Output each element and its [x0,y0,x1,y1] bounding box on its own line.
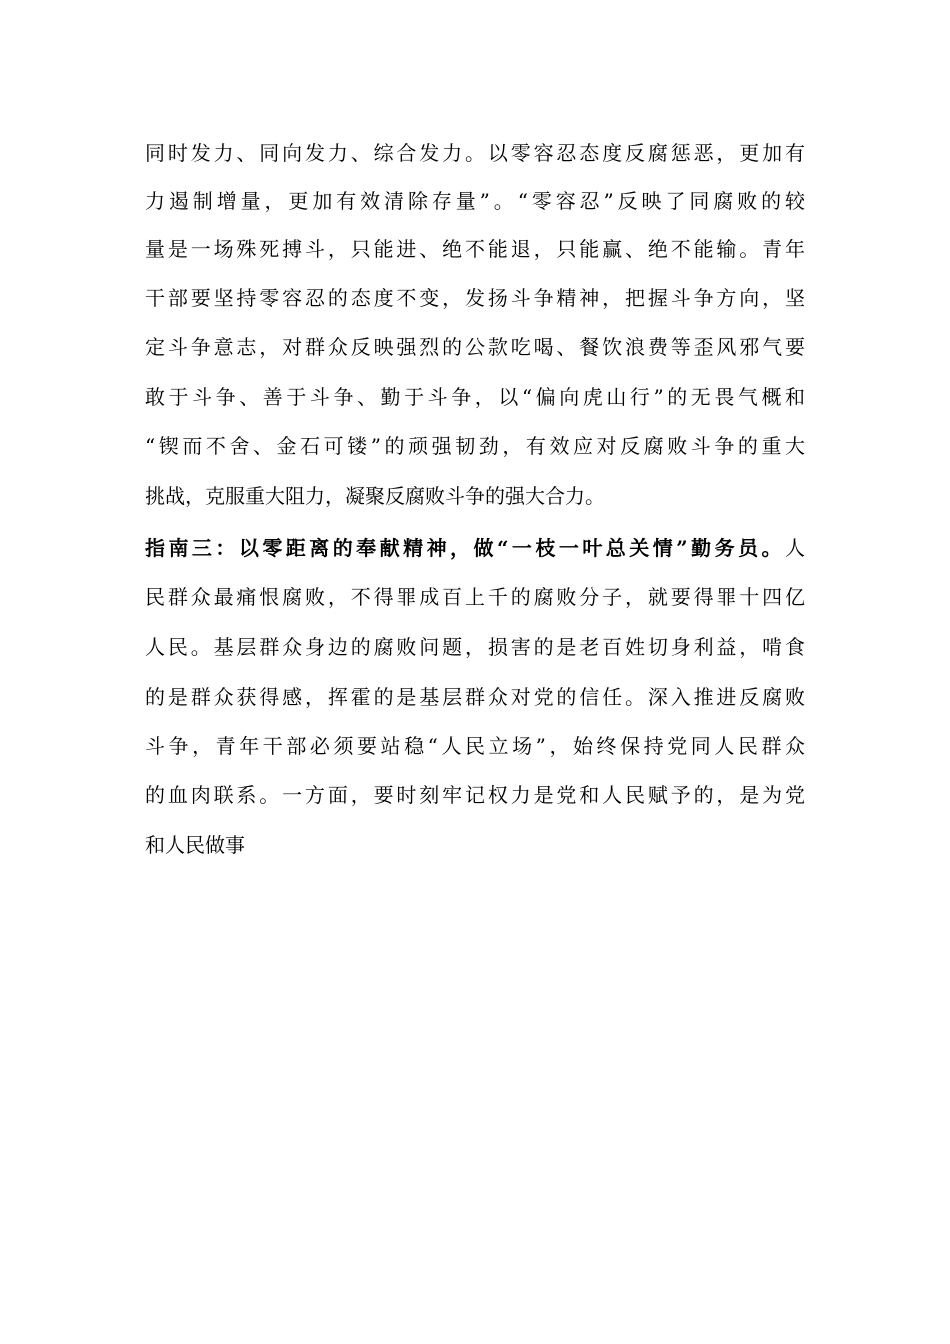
heading-line-rest: 人 [785,536,805,560]
text-line: 同时发力、同向发力、综合发力。以零容忍态度反腐惩恶，更加有 [145,141,805,165]
text-line: 斗争，青年干部必须要站稳“人民立场”，始终保持党同人民群众 [145,734,805,758]
text-line: 的是群众获得感，挥霍的是基层群众对党的信任。深入推进反腐败 [145,685,805,709]
text-line: 敢于斗争、善于斗争、勤于斗争，以“偏向虎山行”的无畏气概和 [145,385,805,409]
text-line: 挑战，克服重大阻力，凝聚反腐败斗争的强大合力。 [145,484,605,508]
text-line: 和人民做事 [145,833,245,857]
text-line: 力遏制增量，更加有效清除存量”。“零容忍”反映了同腐败的较 [145,189,805,213]
text-line: 定斗争意志，对群众反映强烈的公款吃喝、餐饮浪费等歪风邪气要 [145,335,805,359]
text-line: 民群众最痛恨腐败，不得罪成百上千的腐败分子，就要得罪十四亿 [145,585,805,609]
text-line: 干部要坚持零容忍的态度不变，发扬斗争精神，把握斗争方向，坚 [145,286,805,310]
text-line: 人民。基层群众身边的腐败问题，损害的是老百姓切身利益，啃食 [145,635,805,659]
text-line: “锲而不舍、金石可镂”的顽强韧劲，有效应对反腐败斗争的重大 [145,434,805,458]
text-line: 量是一场殊死搏斗，只能进、绝不能退，只能赢、绝不能输。青年 [145,237,805,261]
text-line: 的血肉联系。一方面，要时刻牢记权力是党和人民赋予的，是为党 [145,783,805,807]
guide-heading: 指南三：以零距离的奉献精神，做“一枝一叶总关情”勤务员。 [145,536,785,560]
guide-heading-line [145,533,805,563]
